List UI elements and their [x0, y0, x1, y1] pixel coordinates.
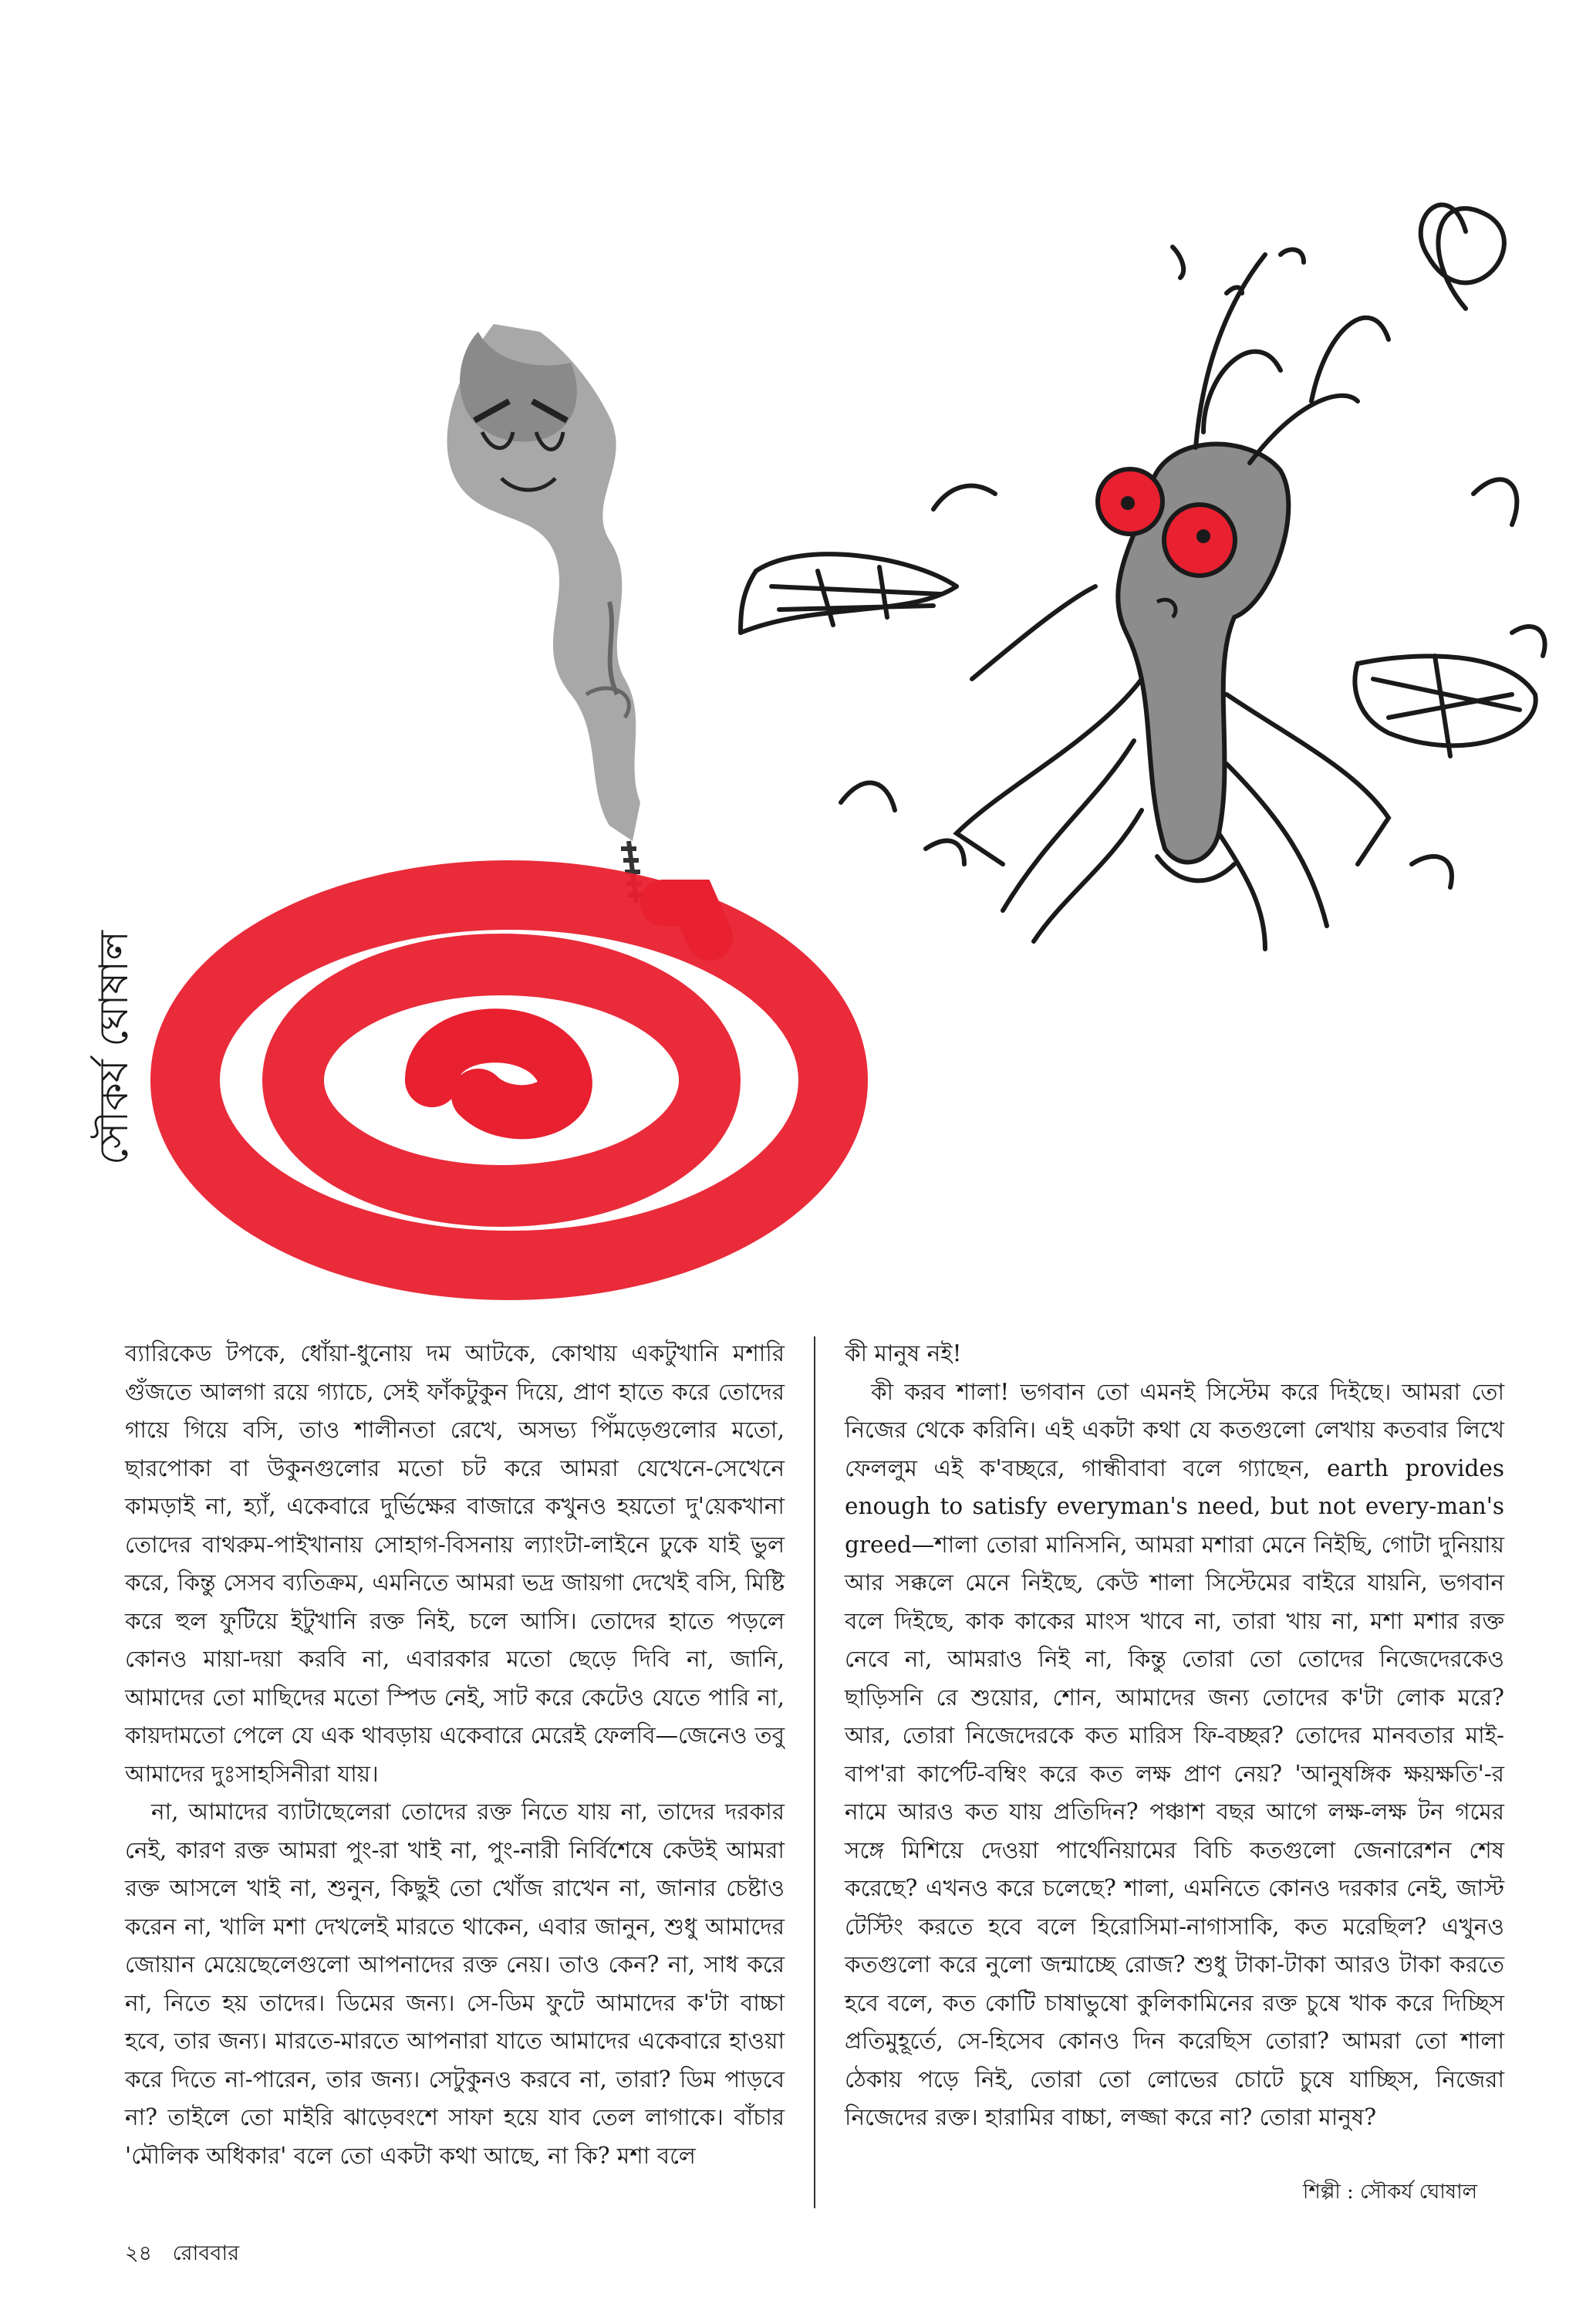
page-footer	[125, 2238, 239, 2272]
column-divider	[814, 1336, 815, 2208]
artist-credit: শিল্পী : সৌকর্য ঘোষাল	[1302, 2180, 1477, 2204]
artist-signature	[90, 930, 137, 1165]
article-column-right	[845, 1335, 1504, 2137]
svg-text:সৌকর্য ঘোষাল: সৌকর্য ঘোষাল	[91, 931, 137, 1165]
mosquito-coil	[185, 895, 833, 1265]
page-number: ২৪	[125, 2241, 153, 2265]
paragraph: না, আমাদের ব্যাটাছেলেরা তোদের রক্ত নিতে যায় না, তাদের দরকার নেই, কারণ রক্ত আমরা পুং-রা খাই না, পুং-নারী নির্বিশেষে কেউই আমরা রক্ত আসলে খাই না, শুনুন, কিছুই তো খোঁজ রাখেন না, জানার চেষ্টাও করেন না, খালি মশা দেখলেই মারতে থাকেন, এবার জানুন, শুধু আমাদের জোয়ান মেয়েছেলেগুলো আপনাদের রক্ত নেয়। তাও কেন? না, সাধ করে না, নিতে হয় তাদের। ডিমের জন্য। সে-ডিম ফুটে আমাদের ক'টা বাচ্চা হবে, তার জন্য। মারতে-মারতে আপনারা যাতে আমাদের একেবারে হাওয়া করে দিতে না-পারেন, তার জন্য। সেটুকুনও করবে না, তারা? ডিম পাড়বে না? তাইলে তো মাইরি ঝাড়েবংশে সাফা হয়ে যাব তেল লাগাকে। বাঁচার 'মৌলিক অধিকার' বলে তো একটা কথা আছে, না কি? মশা বলে	[125, 1799, 785, 2169]
article-column-left	[125, 1335, 785, 2175]
smoke-ghost	[447, 324, 640, 841]
magazine-name: রোববার	[172, 2241, 240, 2265]
paragraph: কী করব শালা! ভগবান তো এমনই সিস্টেম করে দিইছে। আমরা তো নিজের থেকে করিনি। এই একটা কথা যে কতগুলো লেখায় কতবার লিখে ফেললুম এই ক'বচ্ছরে, গান্ধীবাবা বলে গ্যাছেন, earth provides enough to satisfy everyman's need, but not every-man's greed—শালা তোরা মানিসনি, আমরা মশারা মেনে নিইছি, গোটা দুনিয়ায় আর সক্কলে মেনে নিইছে, কেউ শালা সিস্টেমের বাইরে যায়নি, ভগবান বলে দিইছে, কাক কাকের মাংস খাবে না, তারা খায় না, মশা মশার রক্ত নেবে না, আমরাও নিই না, কিন্তু তোরা তো তোদের নিজেদেরকেও ছাড়িসনি রে শুয়োর, শোন, আমাদের জন্য তোদের ক'টা লোক মরে? আর, তোরা নিজেদেরকে কত মারিস ফি-বচ্ছর? তোদের মানবতার মাই-বাপ'রা কার্পেট-বম্বিং করে কত লক্ষ প্রাণ নেয়? 'আনুষঙ্গিক ক্ষয়ক্ষতি'-র নামে আরও কত যায় প্রতিদিন? পঞ্চাশ বছর আগে লক্ষ-লক্ষ টন গমের সঙ্গে মিশিয়ে দেওয়া পার্থেনিয়ামের বিচি কতগুলো জেনারেশন শেষ করেছে? এখনও করে চলেছে? শালা, এমনিতে কোনও দরকার নেই, জাস্ট টেস্টিং করতে হবে বলে হিরোসিমা-নাগাসাকি, কত মরেছিল? এখুনও কতগুলো করে নুলো জন্মাচ্ছে রোজ? শুধু টাকা-টাকা আরও টাকা করতে হবে বলে, কত কোটি চাষাভুষো কুলিকামিনের রক্ত চুষে খাক করে দিচ্ছিস প্রতিমুহূর্তে, সে-হিসেব কোনও দিন করেছিস তোরা? আমরা তো শালা ঠেকায় পড়ে নিই, তোরা তো লোভের চোটে চুষে যাচ্ছিস, নিজেরা নিজেদের রক্ত। হারামির বাচ্চা, লজ্জা করে না? তোরা মানুষ?	[845, 1378, 1504, 2130]
paragraph: ব্যারিকেড টপকে, ধোঁয়া-ধুনোয় দম আটকে, কোথায় একটুখানি মশারি গুঁজতে আলগা রয়ে গ্যাচে, সেই ফাঁকটুকুন দিয়ে, প্রাণ হাতে করে তোদের গায়ে গিয়ে বসি, তাও শালীনতা রেখে, অসভ্য পিঁমড়েগুলোর মতো, ছারপোকা বা উকুনগুলোর মতো চট করে আমরা যেখেনে-সেখেনে কামড়াই না, হ্যাঁ, একেবারে দুর্ভিক্ষের বাজারে কখুনও হয়তো দু'য়েকখানা তোদের বাথরুম-পাইখানায় সোহাগ-বিসনায় ল্যাংটা-লাইনে ঢুকে যাই ভুল করে, কিন্তু সেসব ব্যতিক্রম, এমনিতে আমরা ভদ্র জায়গা দেখেই বসি, মিষ্টি করে হুল ফুটিয়ে ইটুখানি রক্ত নিই, চলে আসি। তোদের হাতে পড়লে কোনও মায়া-দয়া করবি না, এবারকার মতো ছেড়ে দিবি না, জানি, আমাদের তো মাছিদের মতো স্পিড নেই, সাট করে কেটেও যেতে পারি না, কায়দামতো পেলে যে এক থাবড়ায় একেবারে মেরেই ফেলবি—জেনেও তবু আমাদের দুঃসাহসিনীরা যায়।	[125, 1340, 785, 1787]
paragraph: কী মানুষ নই!	[845, 1340, 962, 1366]
mosquito-figure	[741, 204, 1545, 949]
